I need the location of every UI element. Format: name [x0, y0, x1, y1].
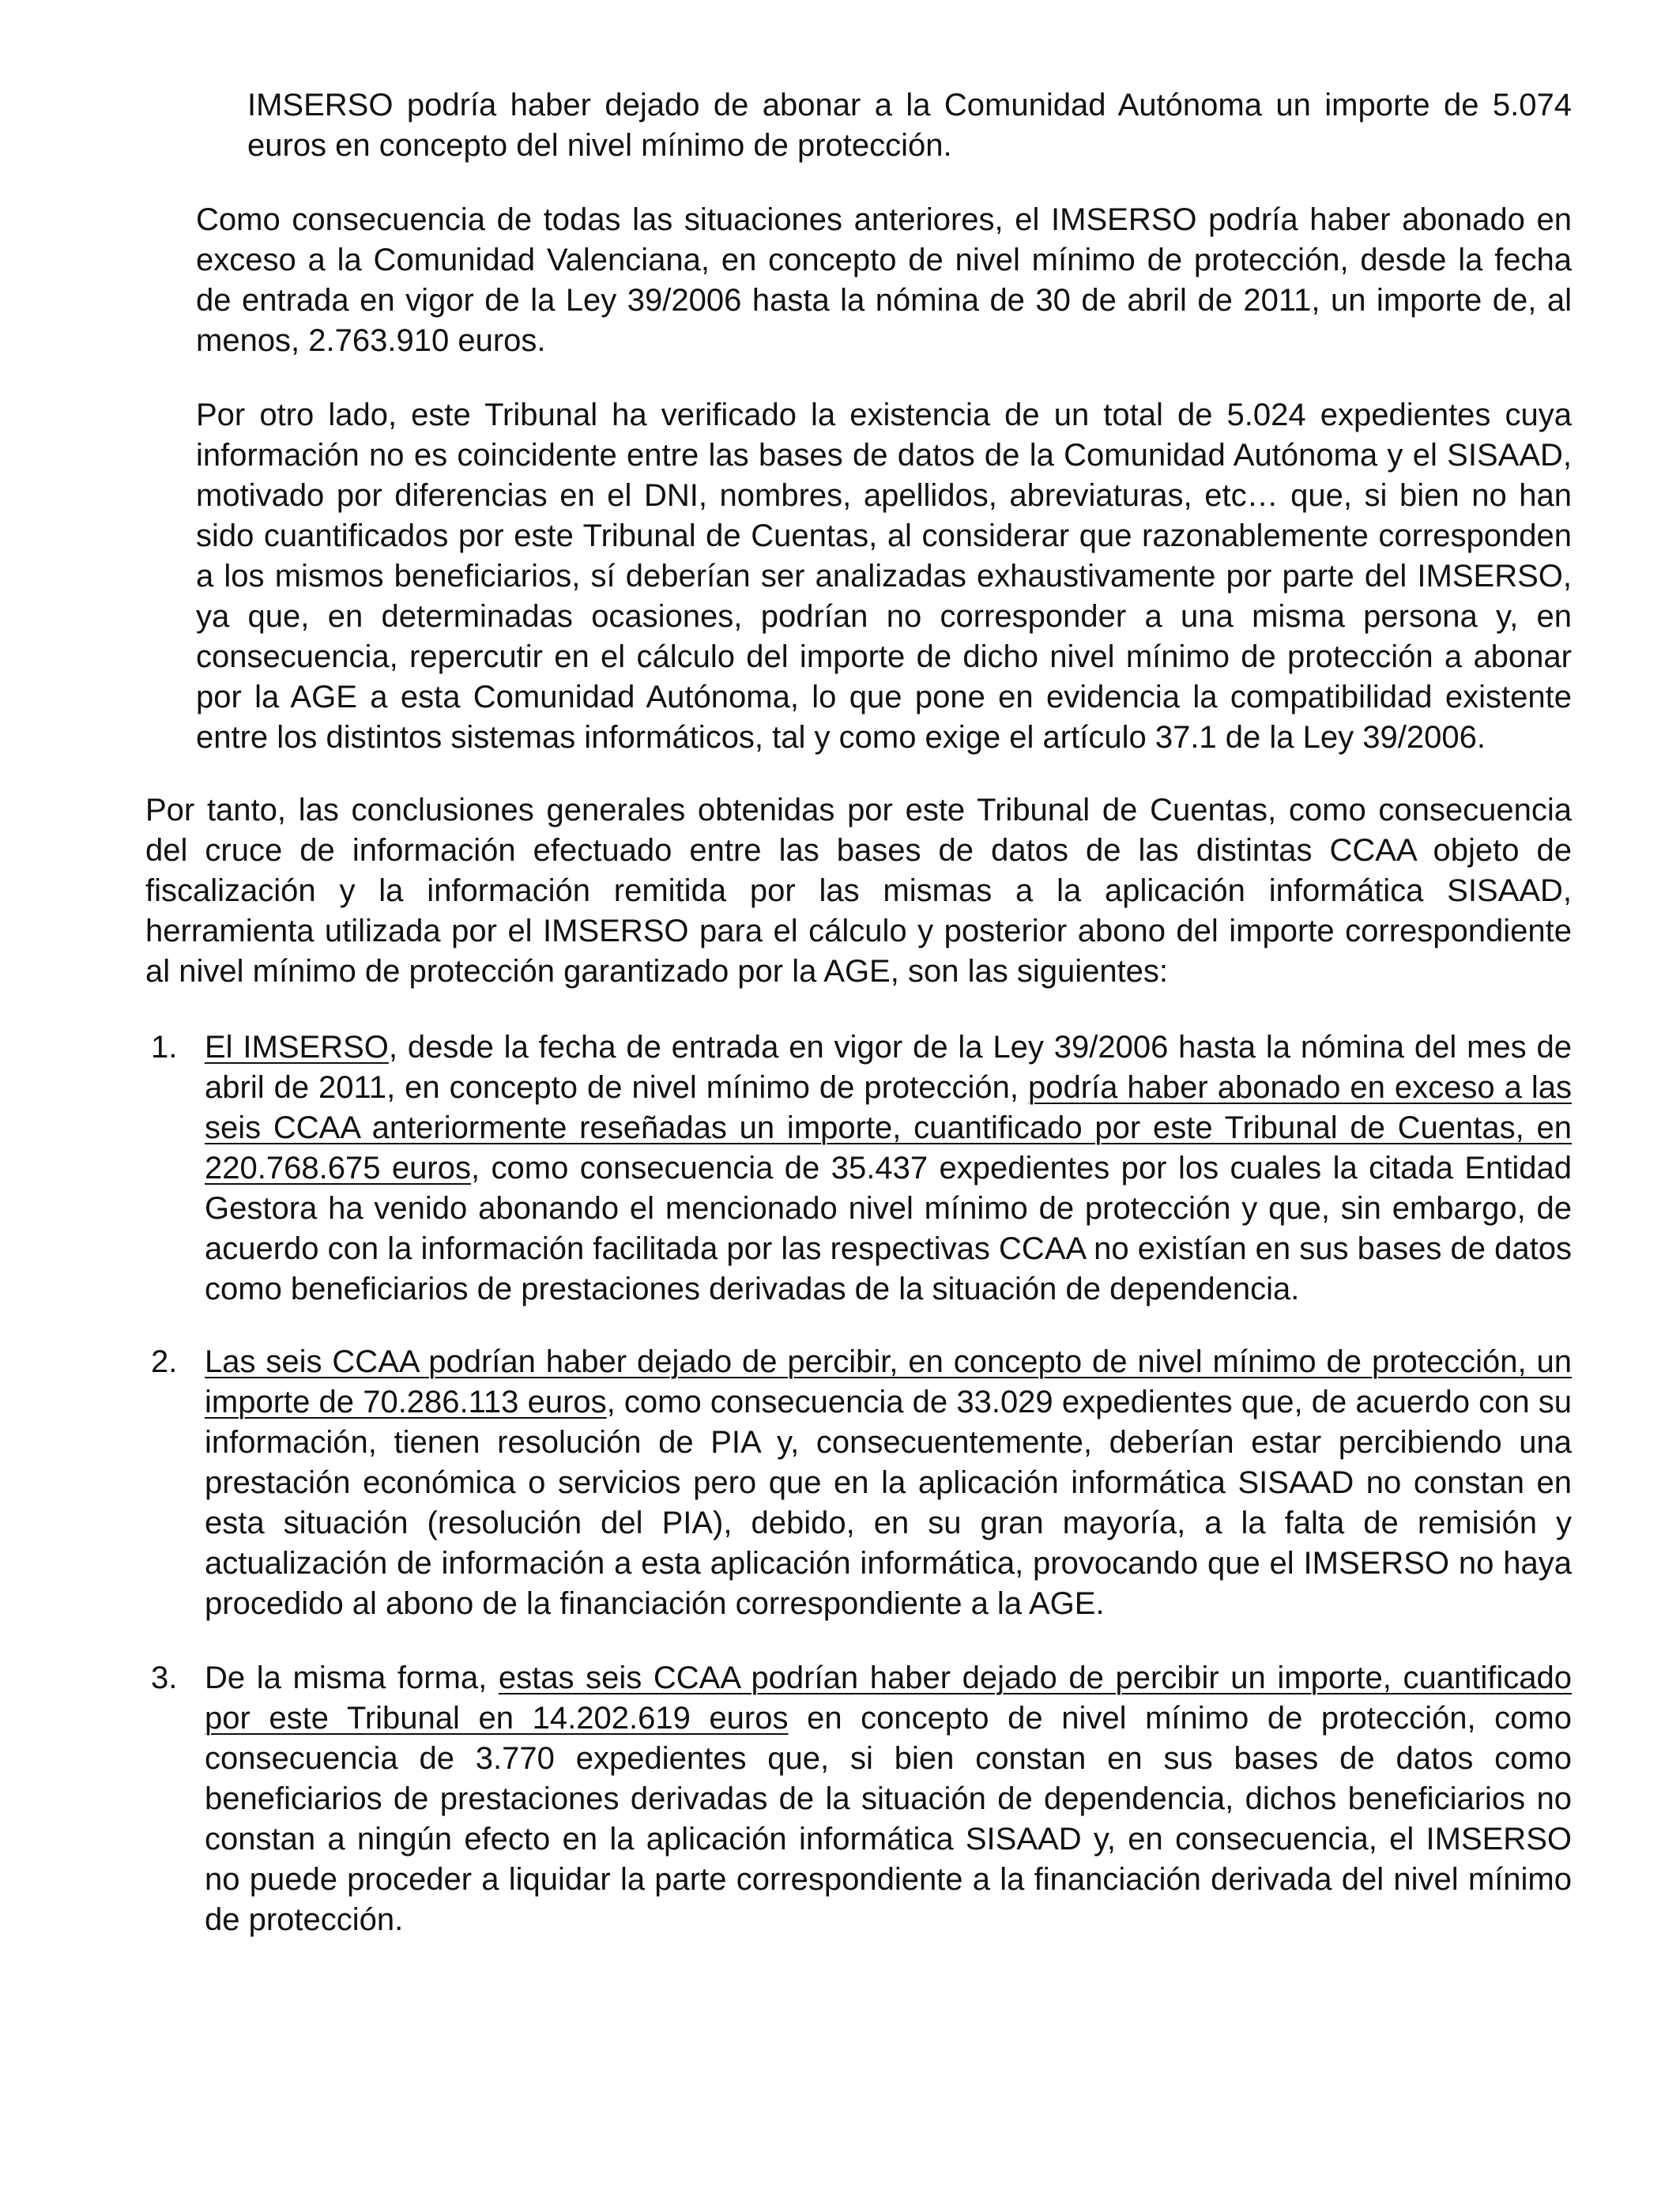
underlined-text: El IMSERSO — [205, 1030, 389, 1065]
underlined-text: podría haber abonado en exceso a las seis CCAA anteriormente reseñadas un importe, cuantificado por este Tribunal de Cuentas, en 220.768.675 euros — [205, 1070, 1572, 1186]
item-text-segment: , como consecuencia de 33.029 expedientes que, de acuerdo con su información, tienen resolución de PIA y, consecuentemente, deberían estar percibiendo una prestación económica o servicios pero que en la aplicación informática SISAAD no constan en esta situación (resolución del PIA), debido, en su gran mayoría, a la falta de remisión y actualización de información a esta aplicación informática, provocando que el IMSERSO no haya procedido al abono de la financiación correspondiente a la AGE. — [205, 1385, 1573, 1621]
list-item-text — [205, 1342, 1572, 1624]
list-item-text — [205, 1658, 1572, 1940]
underlined-text: Las seis CCAA podrían haber dejado de percibir, en concepto de nivel mínimo de protección, un importe de 70.286.113 euros — [205, 1344, 1572, 1419]
underlined-text: estas seis CCAA podrían haber dejado de percibir un importe, cuantificado por este Tribunal en 14.202.619 euros — [205, 1661, 1572, 1736]
item-text-segment: , desde la fecha de entrada en vigor de la Ley 39/2006 hasta la nómina del mes de abril de 2011, en concepto de nivel mínimo de protección, — [205, 1030, 1572, 1105]
item-text-segment: , como consecuencia de 35.437 expedientes por los cuales la citada Entidad Gestora ha venido abonando el mencionado nivel mínimo de protección y que, sin embargo, de acuerdo con la información facilitada por las respectivas CCAA no existían en sus bases de datos como beneficiarios de prestaciones derivadas de la situación de dependencia. — [205, 1151, 1572, 1306]
list-item-number: 1. — [151, 1030, 178, 1065]
item-text-segment: en concepto de nivel mínimo de protección, como consecuencia de 3.770 expedientes que, si bien constan en sus bases de datos como beneficiarios de prestaciones derivadas de la situación de dependencia, dichos beneficiarios no constan a ningún efecto en la aplicación informática SISAAD y, en consecuencia, el IMSERSO no puede proceder a liquidar la parte correspondiente a la financiación derivada del nivel mínimo de protección. — [205, 1701, 1572, 1937]
item-text-segment: De la misma forma, — [205, 1661, 499, 1695]
list-item-number: 2. — [151, 1344, 178, 1379]
paragraph-conclusiones-generales: Por tanto, las conclusiones generales obtenidas por este Tribunal de Cuentas, como consecuencia del cruce de información efectuado entre las bases de datos de las distintas CCAA objeto de fiscalización y la información remitida por las mismas a la aplicación informática SISAAD, herramienta utilizada por el IMSERSO para el cálculo y posterior abono del importe correspondiente al nivel mínimo de protección garantizado por la AGE, son las siguientes: — [145, 793, 1572, 989]
list-item-number: 3. — [151, 1661, 178, 1695]
paragraph-comunidad-valenciana-exceso: Como consecuencia de todas las situaciones anteriores, el IMSERSO podría haber abonado en exceso a la Comunidad Valenciana, en concepto de nivel mínimo de protección, desde la fecha de entrada en vigor de la Ley 39/2006 hasta la nómina de 30 de abril de 2011, un importe de, al menos, 2.763.910 euros. — [196, 202, 1572, 358]
paragraph-imserso-5074: IMSERSO podría haber dejado de abonar a la Comunidad Autónoma un importe de 5.074 euros en concepto del nivel mínimo de protección. — [247, 88, 1572, 163]
list-item-text — [205, 1027, 1572, 1310]
paragraph-expedientes-no-coincidentes: Por otro lado, este Tribunal ha verificado la existencia de un total de 5.024 expedientes cuya información no es coincidente entre las bases de datos de la Comunidad Autónoma y el SISAAD, motivado por diferencias en el DNI, nombres, apellidos, abreviaturas, etc… que, si bien no han sido cuantificados por este Tribunal de Cuentas, al considerar que razonablemente corresponden a los mismos beneficiarios, sí deberían ser analizadas exhaustivamente por parte del IMSERSO, ya que, en determinadas ocasiones, podrían no corresponder a una misma persona y, en consecuencia, repercutir en el cálculo del importe de dicho nivel mínimo de protección a abonar por la AGE a esta Comunidad Autónoma, lo que pone en evidencia la compatibilidad existente entre los distintos sistemas informáticos, tal y como exige el artículo 37.1 de la Ley 39/2006. — [196, 398, 1572, 755]
